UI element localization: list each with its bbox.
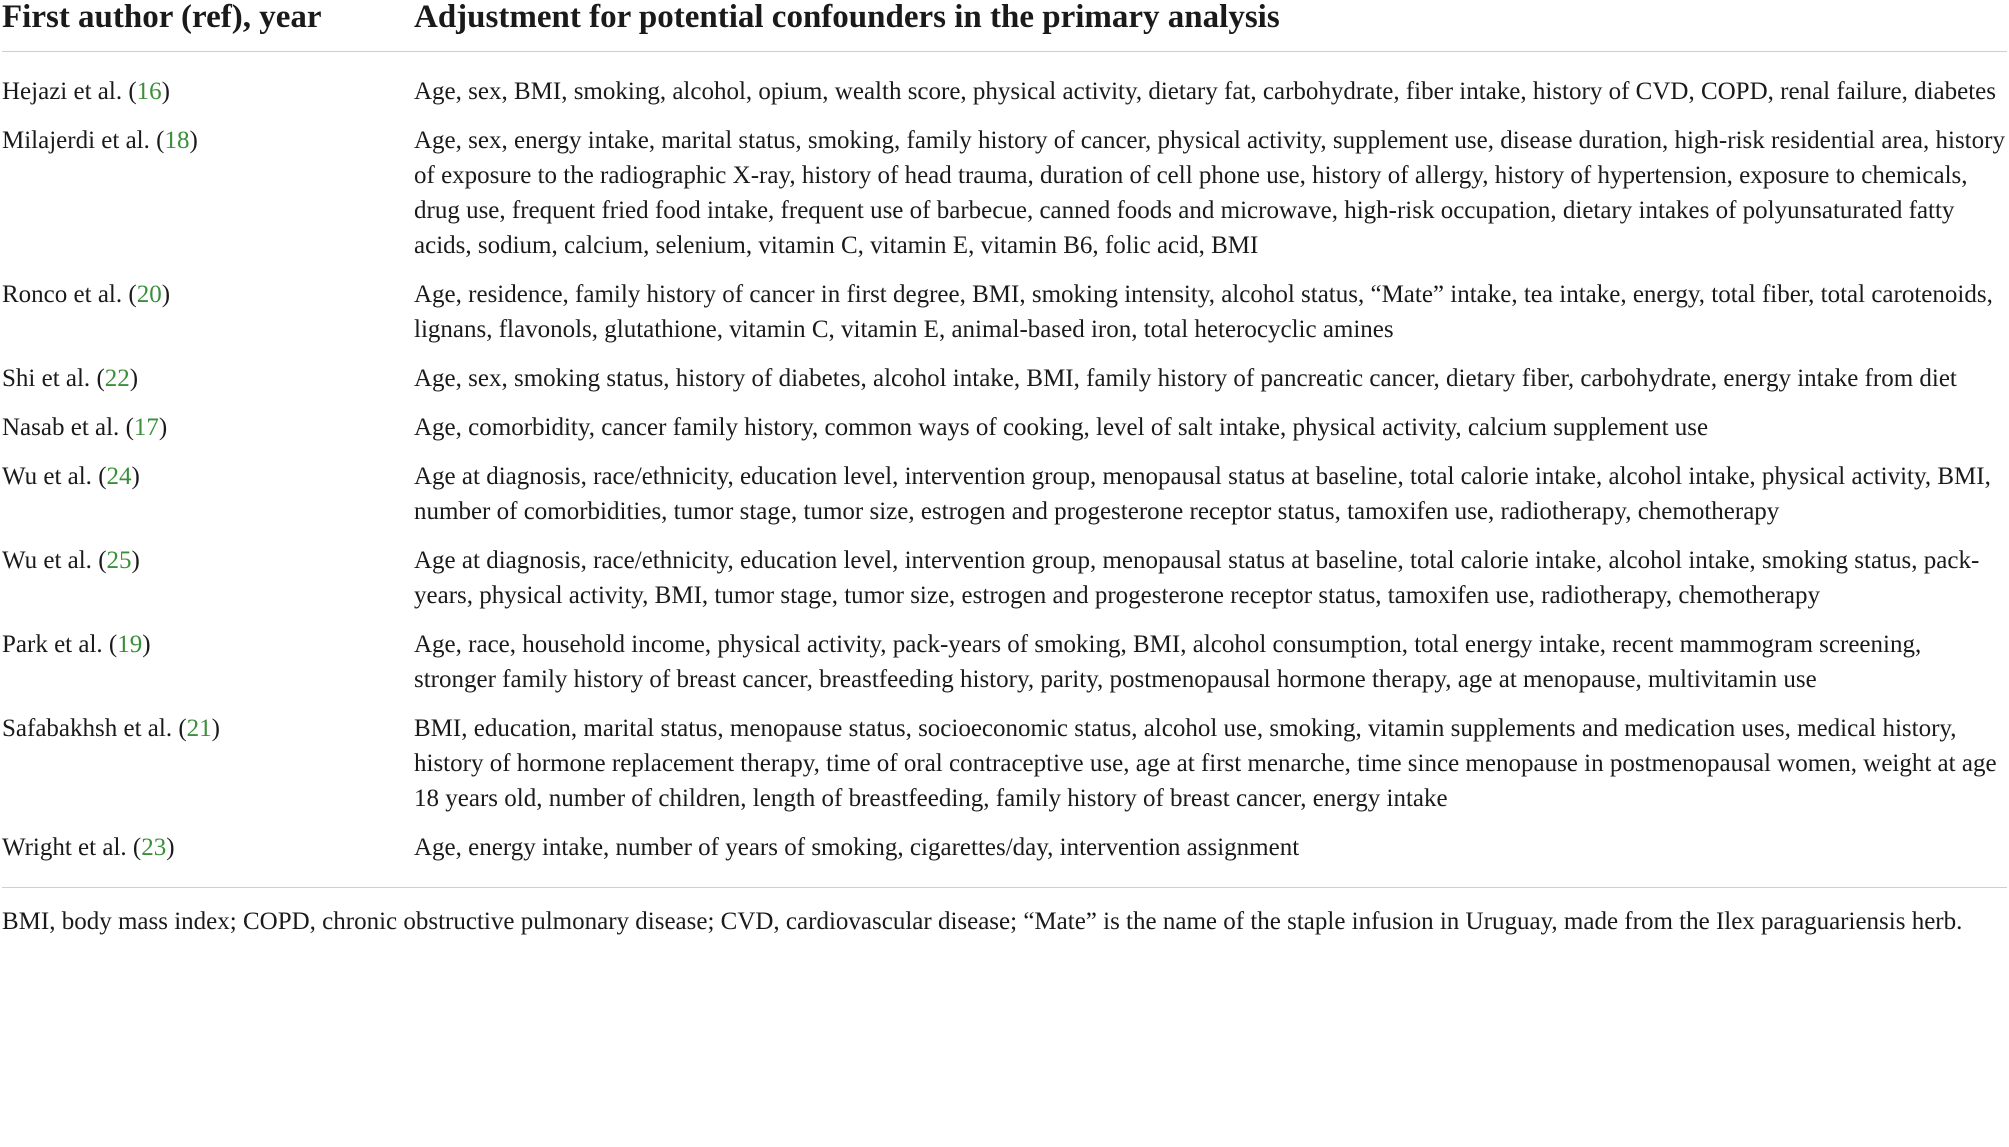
table-row bbox=[2, 711, 2007, 830]
author-name: Shi et al. bbox=[2, 365, 91, 392]
header-author-year: First author (ref), year bbox=[2, 0, 414, 52]
table-row bbox=[2, 52, 2007, 124]
adjustment-cell: BMI, education, marital status, menopause status, socioeconomic status, alcohol use, smoking, vitamin supplements and medication uses, medical history, history of hormone replacement therapy, time of oral contraceptive use, age at first menarche, time since menopause in postmenopausal women, weight at age 18 years old, number of children, length of breastfeeding, family history of breast cancer, energy intake bbox=[414, 715, 1997, 812]
table-row bbox=[2, 459, 2007, 543]
header-adjustment: Adjustment for potential confounders in the primary analysis bbox=[414, 0, 2007, 52]
ref-close-paren: ) bbox=[211, 715, 220, 742]
reference-link[interactable]: 23 bbox=[141, 834, 167, 861]
adjustment-cell: Age, sex, smoking status, history of diabetes, alcohol intake, BMI, family history of pancreatic cancer, dietary fiber, carbohydrate, energy intake from diet bbox=[414, 365, 1957, 392]
ref-close-paren: ) bbox=[161, 78, 170, 105]
ref-open-paren: ( bbox=[122, 78, 137, 105]
author-name: Wright et al. bbox=[2, 834, 127, 861]
table-row bbox=[2, 830, 2007, 888]
ref-open-paren: ( bbox=[172, 715, 187, 742]
author-name: Wu et al. bbox=[2, 463, 92, 490]
ref-close-paren: ) bbox=[161, 281, 171, 308]
table-row bbox=[2, 123, 2007, 277]
adjustment-cell: Age, sex, BMI, smoking, alcohol, opium, wealth score, physical activity, dietary fat, carbohydrate, fiber intake, history of CVD, COPD, renal failure, diabetes bbox=[414, 78, 1996, 105]
ref-open-paren: ( bbox=[91, 547, 107, 574]
author-name: Wu et al. bbox=[2, 547, 92, 574]
adjustment-cell: Age, energy intake, number of years of smoking, cigarettes/day, intervention assignment bbox=[414, 830, 2007, 888]
author-name: Nasab et al. bbox=[2, 414, 120, 441]
author-cell bbox=[2, 711, 414, 830]
confounders-table bbox=[2, 0, 2007, 888]
reference-link[interactable]: 16 bbox=[136, 78, 162, 105]
ref-open-paren: ( bbox=[119, 414, 134, 441]
ref-close-paren: ) bbox=[129, 365, 139, 392]
header-row bbox=[2, 0, 2007, 52]
reference-link[interactable]: 21 bbox=[186, 715, 212, 742]
adjustment-cell: Age, race, household income, physical activity, pack-years of smoking, BMI, alcohol consumption, total energy intake, recent mammogram screening, stronger family history of breast cancer, breastfeeding history, parity, postmenopausal hormone therapy, age at menopause, multivitamin use bbox=[414, 631, 1922, 693]
ref-close-paren: ) bbox=[131, 547, 140, 574]
author-name: Safabakhsh et al. bbox=[2, 715, 173, 742]
adjustment-cell: Age, residence, family history of cancer in first degree, BMI, smoking intensity, alcohol status, “Mate” intake, tea intake, energy, total fiber, total carotenoids, lignans, flavonols, glutathione, vitamin C, vitamin E, animal-based iron, total heterocyclic amines bbox=[414, 281, 1993, 343]
author-cell bbox=[2, 410, 414, 459]
reference-link[interactable]: 20 bbox=[136, 281, 162, 308]
table-footnote: BMI, body mass index; COPD, chronic obstructive pulmonary disease; CVD, cardiovascular disease; “Mate” is the name of the staple infusion in Uruguay, made from the Ilex paraguariensis herb. bbox=[2, 908, 1963, 935]
adjustment-cell: Age, sex, energy intake, marital status, smoking, family history of cancer, physical activity, supplement use, disease duration, high-risk residential area, history of exposure to the radiographic X-ray, history of head trauma, duration of cell phone use, history of allergy, history of hypertension, exposure to chemicals, drug use, frequent fried food intake, frequent use of barbecue, canned foods and microwave, high-risk occupation, dietary intakes of polyunsaturated fatty acids, sodium, calcium, selenium, vitamin C, vitamin E, vitamin B6, folic acid, BMI bbox=[414, 127, 2005, 259]
ref-open-paren: ( bbox=[126, 834, 142, 861]
author-cell bbox=[2, 123, 414, 277]
reference-link[interactable]: 25 bbox=[106, 547, 132, 574]
adjustment-cell: Age at diagnosis, race/ethnicity, education level, intervention group, menopausal status at baseline, total calorie intake, alcohol intake, physical activity, BMI, number of comorbidities, tumor stage, tumor size, estrogen and progesterone receptor status, tamoxifen use, radiotherapy, chemotherapy bbox=[414, 463, 1991, 525]
table-row bbox=[2, 277, 2007, 361]
author-cell bbox=[2, 543, 414, 627]
author-cell bbox=[2, 361, 414, 410]
author-name: Park et al. bbox=[2, 631, 103, 658]
ref-close-paren: ) bbox=[158, 414, 168, 441]
author-cell bbox=[2, 459, 414, 543]
author-cell bbox=[2, 830, 414, 888]
reference-link[interactable]: 17 bbox=[133, 414, 159, 441]
author-cell bbox=[2, 627, 414, 711]
adjustment-cell: Age at diagnosis, race/ethnicity, education level, intervention group, menopausal status at baseline, total calorie intake, alcohol intake, smoking status, pack-years, physical activity, BMI, tumor stage, tumor size, estrogen and progesterone receptor status, tamoxifen use, radiotherapy, chemotherapy bbox=[414, 547, 1980, 609]
table-row bbox=[2, 410, 2007, 459]
author-cell bbox=[2, 277, 414, 361]
ref-close-paren: ) bbox=[131, 463, 140, 490]
author-name: Hejazi et al. bbox=[2, 78, 123, 105]
ref-open-paren: ( bbox=[122, 281, 137, 308]
ref-open-paren: ( bbox=[149, 127, 165, 154]
table-body bbox=[2, 52, 2007, 888]
author-cell bbox=[2, 52, 414, 124]
adjustment-cell: Age, comorbidity, cancer family history, common ways of cooking, level of salt intake, physical activity, calcium supplement use bbox=[414, 414, 1709, 441]
reference-link[interactable]: 19 bbox=[117, 631, 143, 658]
ref-close-paren: ) bbox=[166, 834, 175, 861]
author-name: Milajerdi et al. bbox=[2, 127, 150, 154]
reference-link[interactable]: 24 bbox=[106, 463, 132, 490]
author-name: Ronco et al. bbox=[2, 281, 123, 308]
ref-open-paren: ( bbox=[90, 365, 105, 392]
ref-close-paren: ) bbox=[189, 127, 198, 154]
table-row bbox=[2, 543, 2007, 627]
table-row bbox=[2, 627, 2007, 711]
ref-open-paren: ( bbox=[91, 463, 107, 490]
reference-link[interactable]: 18 bbox=[164, 127, 190, 154]
ref-open-paren: ( bbox=[102, 631, 118, 658]
reference-link[interactable]: 22 bbox=[104, 365, 130, 392]
table-header bbox=[2, 0, 2007, 52]
table-row bbox=[2, 361, 2007, 410]
ref-close-paren: ) bbox=[142, 631, 151, 658]
